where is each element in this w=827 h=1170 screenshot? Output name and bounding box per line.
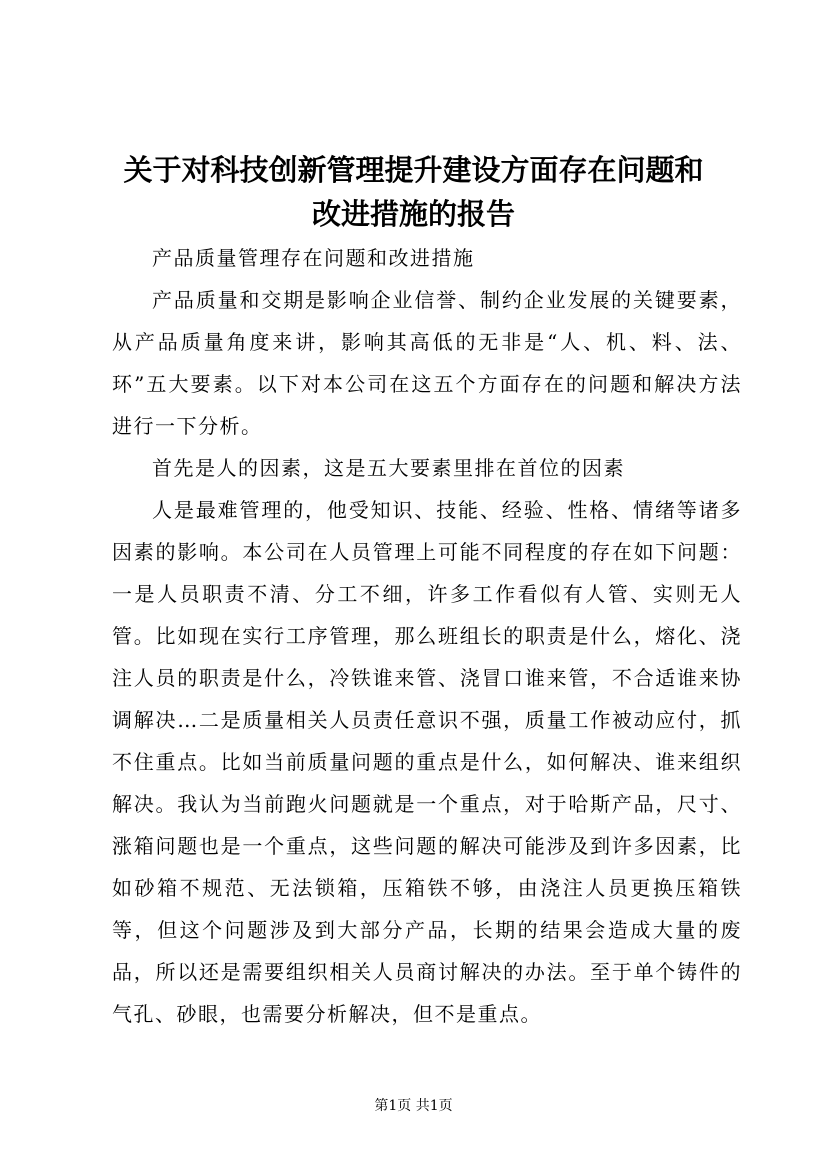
page-footer bbox=[0, 1096, 827, 1116]
title-line-1: 关于对科技创新管理提升建设方面存在问题和 bbox=[123, 153, 704, 187]
page-number: 第1页 共1页 bbox=[374, 1098, 453, 1114]
title-line-2: 改进措施的报告 bbox=[311, 197, 515, 231]
document-title bbox=[60, 148, 767, 236]
section-heading: 产品质量管理存在问题和改进措施 bbox=[152, 246, 475, 270]
document-body bbox=[112, 237, 742, 1035]
body-paragraph: 产品质量和交期是影响企业信誉、制约企业发展的关键要素，从产品质量角度来讲，影响其高低的无非是“人、机、料、法、环”五大要素。以下对本公司在这五个方面存在的问题和解决方法进行一下分析。 bbox=[112, 288, 742, 438]
section-heading: 首先是人的因素，这是五大要素里排在首位的因素 bbox=[152, 456, 625, 480]
body-paragraph: 人是最难管理的，他受知识、技能、经验、性格、情绪等诸多因素的影响。本公司在人员管理上可能不同程度的存在如下问题：一是人员职责不清、分工不细，许多工作看似有人管、实则无人管。比如现在实行工序管理，那么班组长的职责是什么，熔化、浇注人员的职责是什么，冷铁谁来管、浇冒口谁来管，不合适谁来协调解决…二是质量相关人员责任意识不强，质量工作被动应付，抓不住重点。比如当前质量问题的重点是什么，如何解决、谁来组织解决。我认为当前跑火问题就是一个重点，对于哈斯产品，尺寸、涨箱问题也是一个重点，这些问题的解决可能涉及到许多因素，比如砂箱不规范、无法锁箱，压箱铁不够，由浇注人员更换压箱铁等，但这个问题涉及到大部分产品，长期的结果会造成大量的废品，所以还是需要组织相关人员商讨解决的办法。至于单个铸件的气孔、砂眼，也需要分析解决，但不是重点。 bbox=[112, 498, 742, 1026]
